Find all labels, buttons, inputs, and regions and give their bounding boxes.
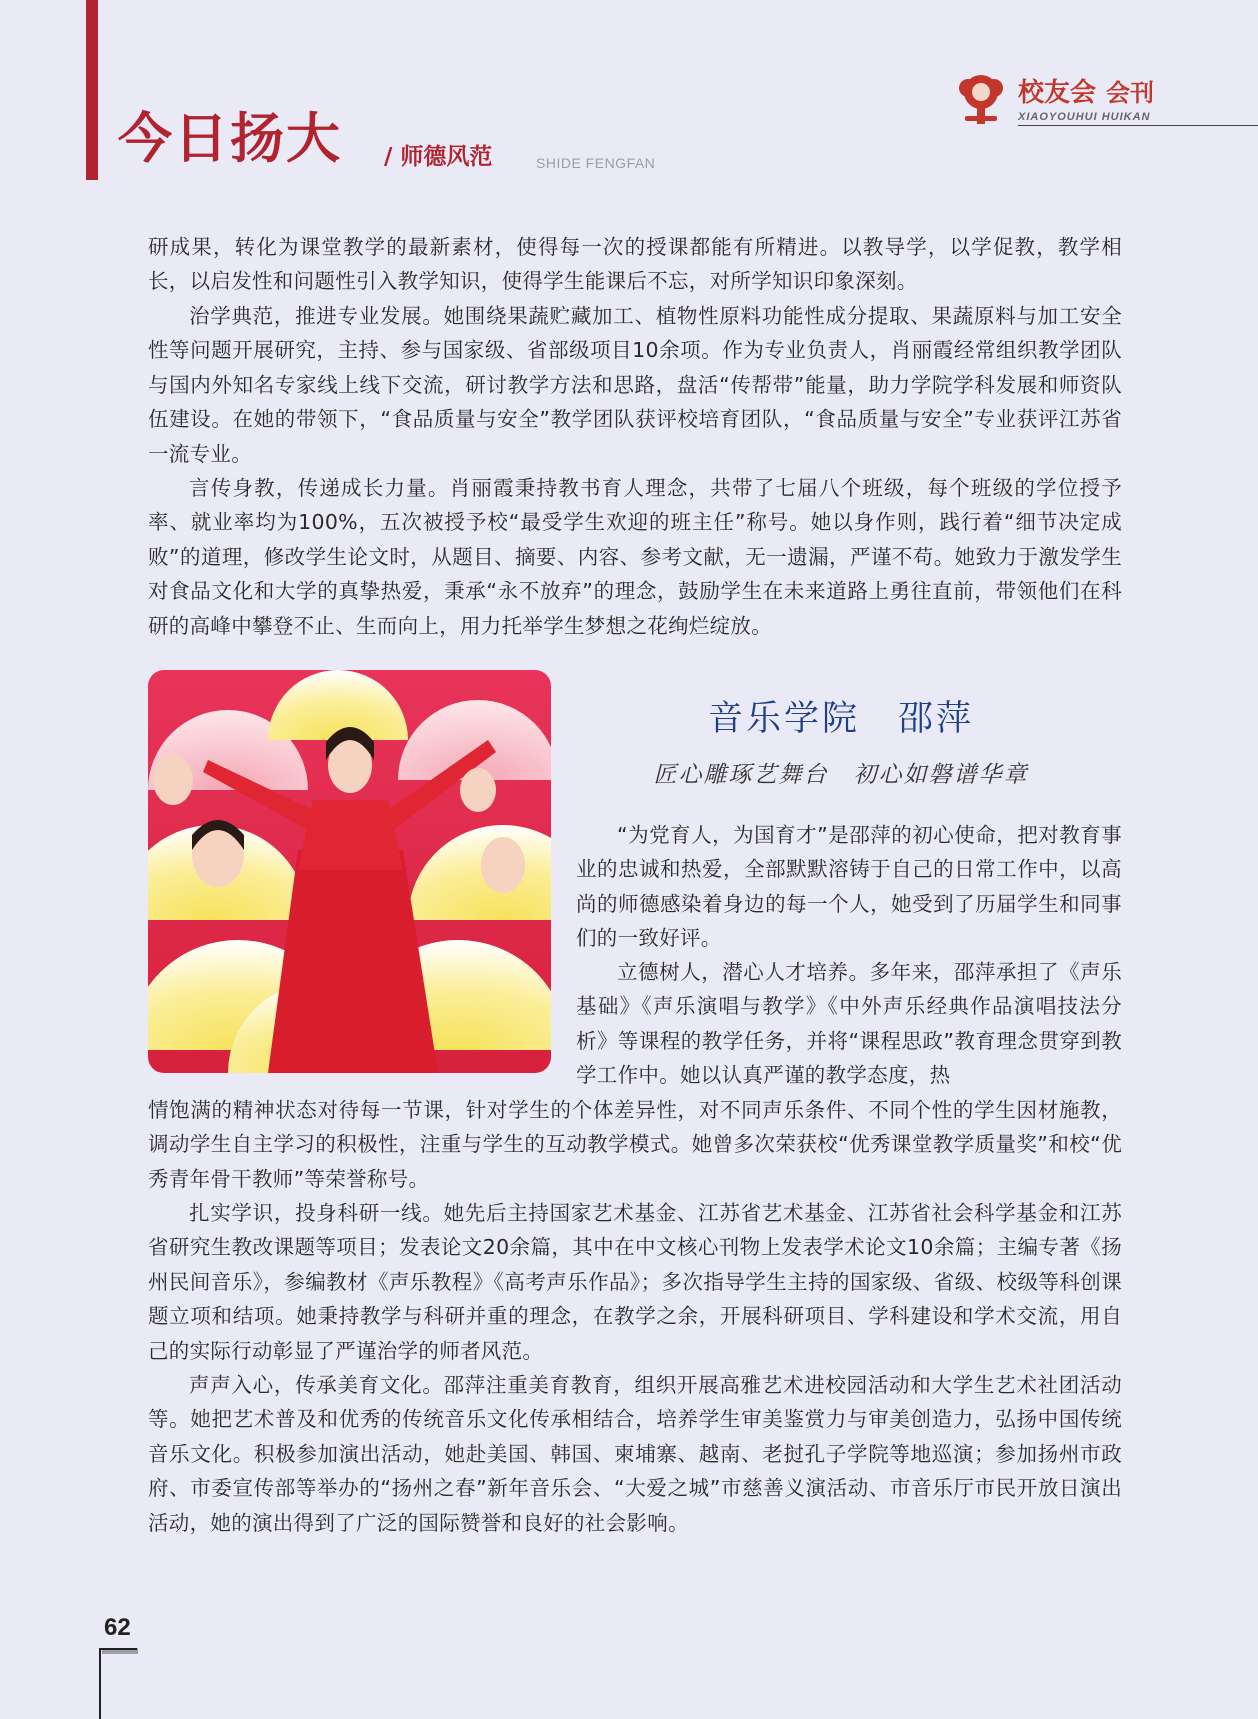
performer-photo <box>148 670 551 1073</box>
profile-title: 音乐学院 邵萍 <box>707 699 974 739</box>
paragraph-intro: 研成果，转化为课堂教学的最新素材，使得每一次的授课都能有所精进。以教导学，以学促教，教学相长，以启发性和问题性引入教学知识，使得学生能课后不忘，对所学知识印象深刻。 <box>148 235 1122 294</box>
header-rule <box>1018 125 1258 126</box>
performer-photo-image <box>148 670 551 1073</box>
section-pinyin: SHIDE FENGFAN <box>536 155 656 171</box>
alumni-logo-icon <box>956 72 1006 128</box>
paragraph-profile-mission: “为党育人，为国育才”是邵萍的初心使命，把对教育事业的忠诚和热爱，全部默默溶铸于自己的日常工作中，以高尚的师德感染着身边的每一个人，她受到了历届学生和同事们的一致好评。 <box>576 823 1122 951</box>
paragraph-profile-research: 扎实学识，投身科研一线。她先后主持国家艺术基金、江苏省艺术基金、江苏省社会科学基金和江苏省研究生教改课题等项目；发表论文20余篇，其中在中文核心刊物上发表学术论文10余篇；主编专著《扬州民间音乐》，参编教材《声乐教程》《高考声乐作品》；多次指导学生主持的国家级、省级、校级等科创课题立项和结项。她秉持教学与科研并重的理念，在教学之余，开展科研项目、学科建设和学术交流，用自己的实际行动彰显了严谨治学的师者风范。 <box>148 1201 1122 1363</box>
paragraph-profile-teaching-cont: 情饱满的精神状态对待每一节课，针对学生的个体差异性，对不同声乐条件、不同个性的学生因材施教，调动学生自主学习的积极性，注重与学生的互动教学模式。她曾多次荣获校“优秀课堂教学质量奖”和校“优秀青年骨干教师”等荣誉称号。 <box>148 1098 1122 1191</box>
magazine-pinyin: XIAOYOUHUI HUIKAN <box>1018 111 1151 123</box>
paragraph-profile-culture: 声声入心，传承美育文化。邵萍注重美育教育，组织开展高雅艺术进校园活动和大学生艺术社团活动等。她把艺术普及和优秀的传统音乐文化传承相结合，培养学生审美鉴赏力与审美创造力，弘扬中国传统音乐文化。积极参加演出活动，她赴美国、韩国、柬埔寨、越南、老挝孔子学院等地巡演；参加扬州市政府、市委宣传部等举办的“扬州之春”新年音乐会、“大爱之城”市慈善义演活动、市音乐厅市民开放日演出活动，她的演出得到了广泛的国际赞誉和良好的社会影响。 <box>148 1373 1122 1535</box>
column-title: 今日扬大 <box>118 107 342 170</box>
paragraph-teaching: 言传身教，传递成长力量。肖丽霞秉持教书育人理念，共带了七届八个班级，每个班级的学位授予率、就业率均为100%，五次被授予校“最受学生欢迎的班主任”称号。她以身作则，践行着“细节决定成败”的道理，修改学生论文时，从题目、摘要、内容、参考文献，无一遗漏，严谨不苟。她致力于激发学生对食品文化和大学的真挚热爱，秉承“永不放弃”的理念，鼓励学生在未来道路上勇往直前，带领他们在科研的高峰中攀登不止、生而向上，用力托举学生梦想之花绚烂绽放。 <box>148 476 1122 638</box>
section-title: / 师德风范 <box>384 144 493 170</box>
header-accent-bar <box>86 0 98 180</box>
profile-motto: 匠心雕琢艺舞台 初心如磐谱华章 <box>653 762 1029 788</box>
magazine-name-suffix: 会刊 <box>1106 79 1155 107</box>
page-number: 62 <box>104 1614 131 1641</box>
footer-rule-horizontal <box>99 1648 137 1650</box>
footer-rule-vertical <box>99 1648 101 1719</box>
magazine-name-main: 校友会 <box>1018 78 1097 108</box>
paragraph-profile-teaching: 立德树人，潜心人才培养。多年来，邵萍承担了《声乐基础》《声乐演唱与教学》《中外声乐经典作品演唱技法分析》等课程的教学任务，并将“课程思政”教育理念贯穿到教学工作中。她以认真严谨的教学态度，热 <box>576 960 1122 1088</box>
magazine-name <box>1018 80 1154 106</box>
paragraph-research: 治学典范，推进专业发展。她围绕果蔬贮藏加工、植物性原料功能性成分提取、果蔬原料与加工安全性等问题开展研究，主持、参与国家级、省部级项目10余项。作为专业负责人，肖丽霞经常组织教学团队与国内外知名专家线上线下交流，研讨教学方法和思路，盘活“传帮带”能量，助力学院学科发展和师资队伍建设。在她的带领下，“食品质量与安全”教学团队获评校培育团队，“食品质量与安全”专业获评江苏省一流专业。 <box>148 304 1122 466</box>
